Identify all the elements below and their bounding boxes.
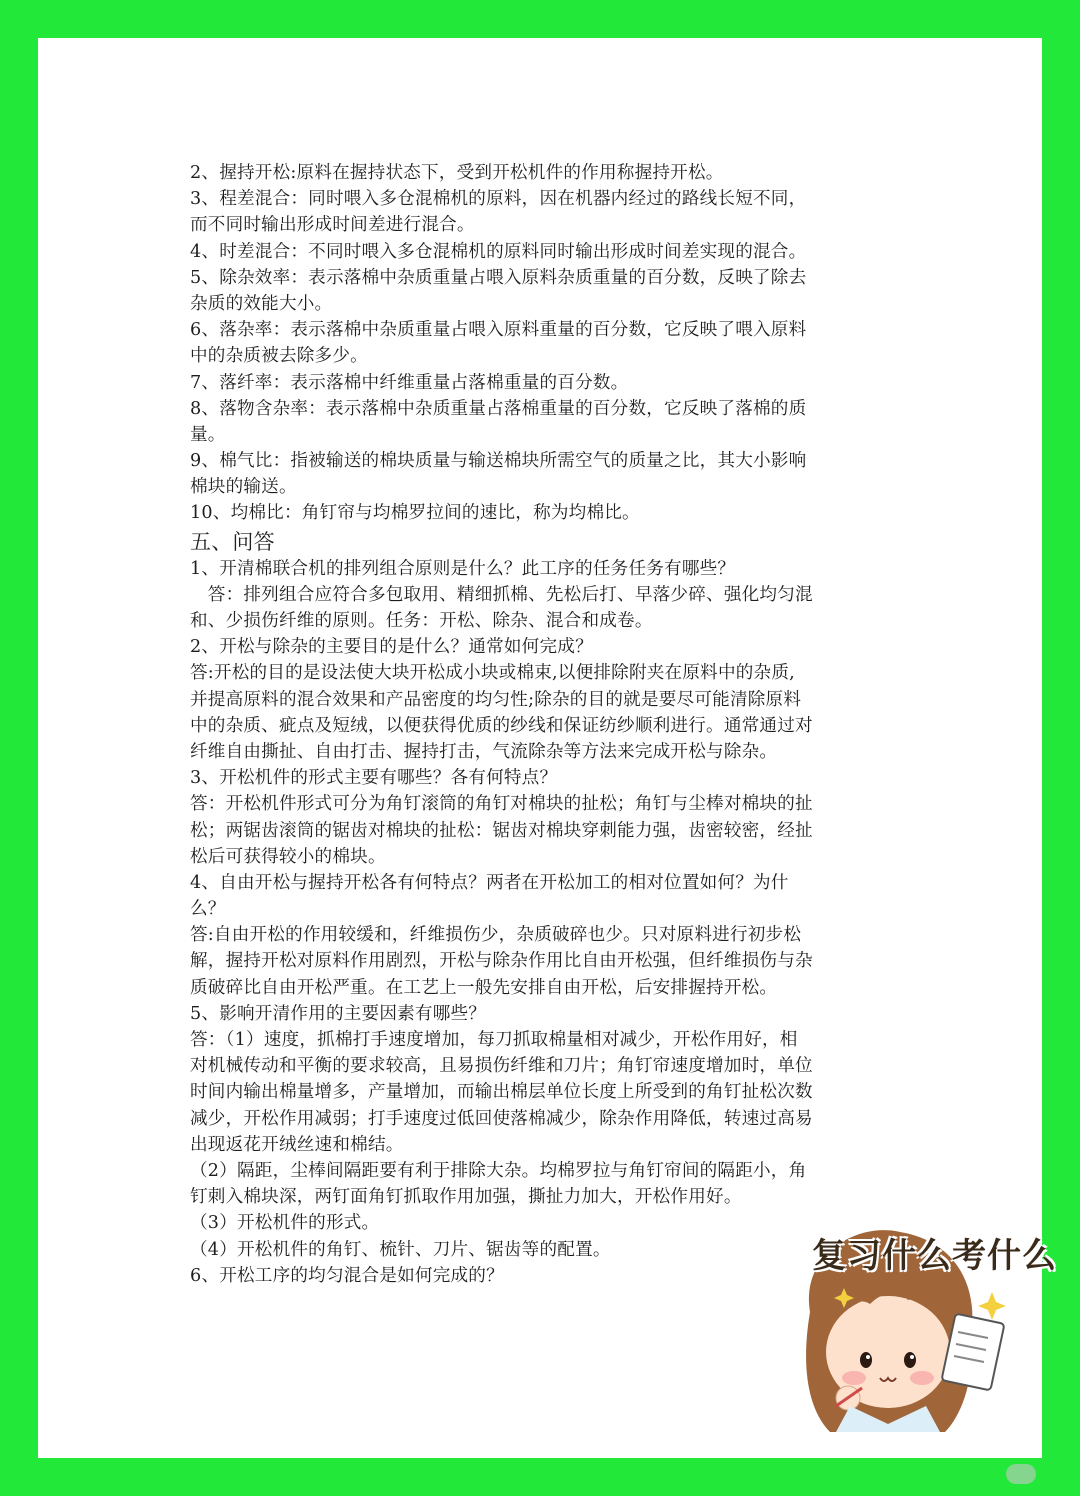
text-line: 4、时差混合：不同时喂入多仓混棉机的原料同时输出形成时间差实现的混合。 xyxy=(190,241,807,262)
qa-line: 减少，开松作用减弱；打手速度过低回使落棉减少，除杂作用降低，转速过高易 xyxy=(190,1108,813,1129)
text-line: 10、均棉比：角钉帘与均棉罗拉间的速比，称为均棉比。 xyxy=(190,503,640,524)
document-content xyxy=(190,160,890,1289)
qa-line: 1、开清棉联合机的排列组合原则是什么？此工序的任务任务有哪些？ xyxy=(190,558,736,579)
qa-line: 对机械传动和平衡的要求较高，且易损伤纤维和刀片；角钉帘速度增加时，单位 xyxy=(190,1056,813,1077)
text-line: 3、程差混合：同时喂入多仓混棉机的原料，因在机器内经过的路线长短不同， xyxy=(190,189,807,210)
qa-line: 松；两锯齿滚筒的锯齿对棉块的扯松：锯齿对棉块穿刺能力强，齿密较密，经扯 xyxy=(190,820,813,841)
text-line: 8、落物含杂率：表示落棉中杂质重量占落棉重量的百分数，它反映了落棉的质 xyxy=(190,398,807,419)
qa-line: 答：（1）速度，抓棉打手速度增加，每刀抓取棉量相对减少，开松作用好，相 xyxy=(190,1030,798,1050)
text-line: 2、握持开松:原料在握持状态下，受到开松机件的作用称握持开松。 xyxy=(190,163,724,183)
qa-line: （3）开松机件的形式。 xyxy=(190,1213,380,1234)
qa-line: 2、开松与除杂的主要目的是什么？通常如何完成？ xyxy=(190,637,593,658)
qa-line: 和、少损伤纤维的原则。任务：开松、除杂、混合和成卷。 xyxy=(190,611,653,631)
qa-line: 松后可获得较小的棉块。 xyxy=(190,846,386,867)
qa-line: 答：开松机件形式可分为角钉滚筒的角钉对棉块的扯松；角钉与尘棒对棉块的扯 xyxy=(190,794,813,815)
qa-line: 答：排列组合应符合多包取用、精细抓棉、先松后打、早落少碎、强化均匀混 xyxy=(190,584,813,605)
text-line: 中的杂质被去除多少。 xyxy=(190,346,368,367)
qa-line: 3、开松机件的形式主要有哪些？各有何特点？ xyxy=(190,768,558,789)
text-line: 棉块的输送。 xyxy=(190,477,297,498)
qa-line: 答:自由开松的作用较缓和，纤维损伤少，杂质破碎也少。只对原料进行初步松 xyxy=(190,925,802,946)
text-line: 而不同时输出形成时间差进行混合。 xyxy=(190,215,475,236)
qa-line: 纤维自由撕扯、自由打击、握持打击，气流除杂等方法来完成开松与除杂。 xyxy=(190,741,778,762)
qa-line: 质破碎比自由开松严重。在工艺上一般先安排自由开松，后安排握持开松。 xyxy=(190,977,778,998)
qa-line: （4）开松机件的角钉、梳针、刀片、锯齿等的配置。 xyxy=(190,1239,611,1260)
qa-line: 解，握持开松对原料作用剧烈，开松与除杂作用比自由开松强，但纤维损伤与杂 xyxy=(190,951,813,972)
section-heading: 五、问答 xyxy=(190,529,275,554)
text-line: 6、落杂率：表示落棉中杂质重量占喂入原料重量的百分数，它反映了喂入原料 xyxy=(190,320,807,341)
qa-line: （2）隔距，尘棒间隔距要有利于排除大杂。均棉罗拉与角钉帘间的隔距小，角 xyxy=(190,1160,807,1181)
watermark-badge xyxy=(1006,1464,1036,1484)
sticker-title: 复习什么考什么 xyxy=(812,1236,1057,1276)
text-line: 杂质的效能大小。 xyxy=(190,293,333,314)
qa-line: 答:开松的目的是设法使大块开松成小块或棉束,以便排除附夹在原料中的杂质, xyxy=(190,663,795,684)
qa-line: 时间内输出棉量增多，产量增加，而输出棉层单位长度上所受到的角钉扯松次数 xyxy=(190,1082,813,1103)
qa-line: 6、开松工序的均匀混合是如何完成的？ xyxy=(190,1265,504,1286)
text-line: 量。 xyxy=(190,424,226,445)
qa-line: 并提高原料的混合效果和产品密度的均匀性;除杂的目的就是要尽可能清除原料 xyxy=(190,689,802,710)
text-line: 7、落纤率：表示落棉中纤维重量占落棉重量的百分数。 xyxy=(190,372,629,393)
qa-line: 4、自由开松与握持开松各有何特点？两者在开松加工的相对位置如何？为什 xyxy=(190,872,789,893)
qa-line: 出现返花开绒丝速和棉结。 xyxy=(190,1134,404,1155)
text-line: 5、除杂效率：表示落棉中杂质重量占喂入原料杂质重量的百分数，反映了除去 xyxy=(190,267,807,288)
qa-line: 么？ xyxy=(190,899,226,920)
qa-line: 5、影响开清作用的主要因素有哪些？ xyxy=(190,1003,487,1024)
qa-line: 钉刺入棉块深，两钉面角钉抓取作用加强，撕扯力加大，开松作用好。 xyxy=(190,1187,742,1208)
qa-line: 中的杂质、疵点及短绒，以便获得优质的纱线和保证纺纱顺利进行。通常通过对 xyxy=(190,715,813,736)
text-line: 9、棉气比：指被输送的棉块质量与输送棉块所需空气的质量之比，其大小影响 xyxy=(190,451,807,472)
